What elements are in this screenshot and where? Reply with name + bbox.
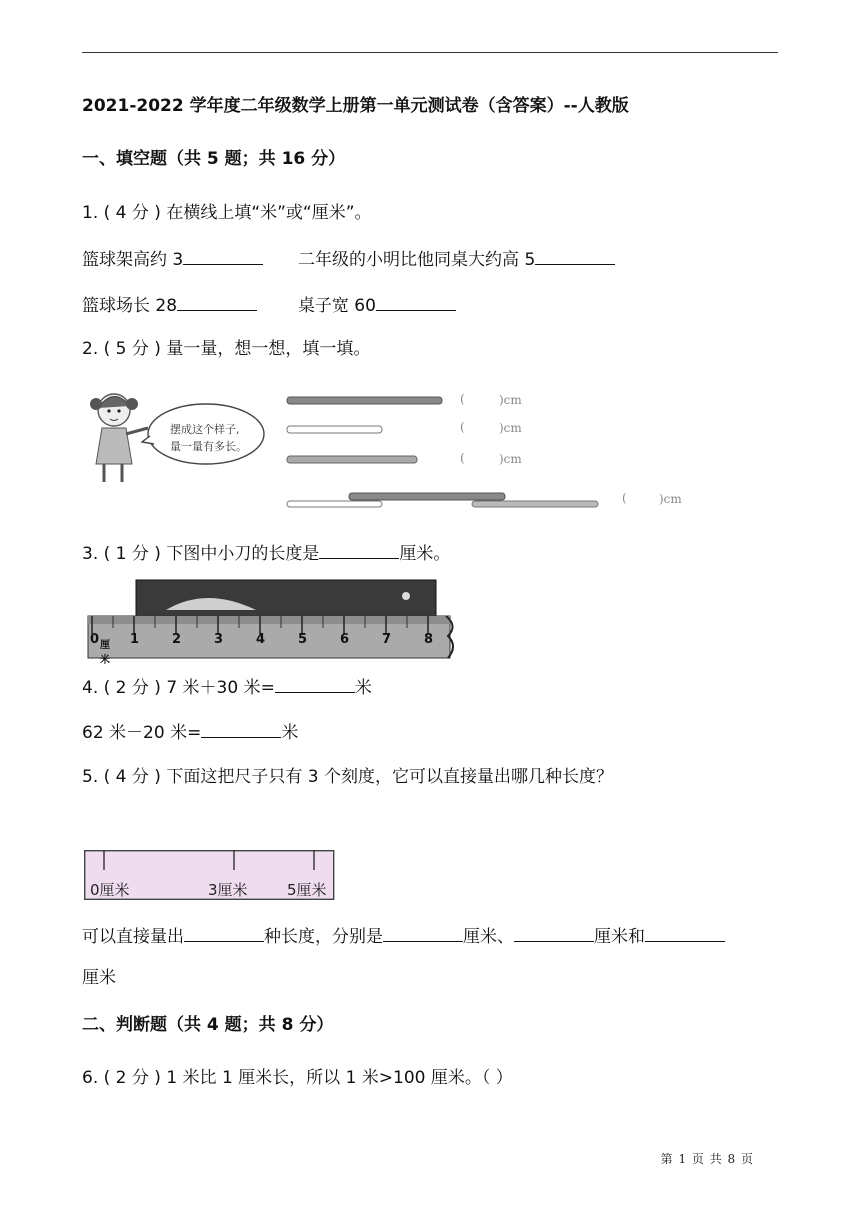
q4-line1-pre: 4. ( 2 分 ) 7 米＋30 米= xyxy=(82,678,275,698)
answer-blank[interactable] xyxy=(184,923,264,942)
q4-line2-pre: 62 米－20 米= xyxy=(82,723,202,743)
q4-line2-post: 米 xyxy=(281,723,299,743)
answer-blank[interactable] xyxy=(514,923,594,942)
straws-diagram xyxy=(284,392,604,512)
ruler-label-0: 0厘米 xyxy=(90,881,130,899)
ruler-tick-3: 3 xyxy=(214,632,224,647)
q3-stem-post: 厘米。 xyxy=(399,544,451,564)
ruler-tick-0: 0 xyxy=(90,632,100,647)
q1-row1 xyxy=(82,246,615,272)
q6-stem: 6. ( 2 分 ) 1 米比 1 厘米长，所以 1 米>100 厘米。（ ） xyxy=(82,1068,513,1088)
answer-blank[interactable] xyxy=(183,246,263,265)
answer-blank[interactable] xyxy=(376,292,456,311)
q1-row2b-text: 桌子宽 60 xyxy=(297,296,376,316)
cm-label: )cm xyxy=(659,492,682,506)
q3-stem xyxy=(82,540,450,566)
q1-stem: 1. ( 4 分 ) 在横线上填“米”或“厘米”。 xyxy=(82,203,372,223)
ruler-tick-4: 4 xyxy=(256,632,266,647)
answer-blank[interactable] xyxy=(177,292,257,311)
answer-blank[interactable] xyxy=(201,719,281,738)
paren-open: ( xyxy=(460,451,465,465)
ruler-tick-7: 7 xyxy=(382,632,392,647)
q5-answer-line xyxy=(82,923,725,949)
q5-ans-e: 厘米 xyxy=(82,968,116,988)
page-footer: 第 1 页 共 8 页 xyxy=(660,1152,754,1166)
answer-blank[interactable] xyxy=(645,923,725,942)
answer-blank[interactable] xyxy=(383,923,463,942)
section2-heading: 二、判断题（共 4 题；共 8 分） xyxy=(82,1015,334,1035)
q5-ans-a: 可以直接量出 xyxy=(82,927,184,947)
q5-ans-b: 种长度，分别是 xyxy=(264,927,383,947)
cm-label: )cm xyxy=(499,452,522,466)
q3-stem-pre: 3. ( 1 分 ) 下图中小刀的长度是 xyxy=(82,544,320,564)
q1-row1a-text: 篮球架高约 3 xyxy=(82,250,184,270)
header-rule xyxy=(82,52,778,53)
bubble-line-2: 量一量有多长。 xyxy=(170,440,247,453)
paren-open: ( xyxy=(460,392,465,406)
ruler-tick-8: 8 xyxy=(424,632,434,647)
cm-label: )cm xyxy=(499,393,522,407)
q4-line2 xyxy=(82,719,298,745)
q4-line1 xyxy=(82,674,372,700)
knife-ruler-image xyxy=(86,576,460,660)
ruler-label-5: 5厘米 xyxy=(287,881,327,899)
answer-blank[interactable] xyxy=(535,246,615,265)
q1-row2 xyxy=(82,292,456,318)
ruler-unit: 厘米 xyxy=(100,640,110,666)
paren-open: ( xyxy=(622,491,627,505)
ruler-label-3: 3厘米 xyxy=(208,881,248,899)
q5-ans-d: 厘米和 xyxy=(594,927,645,947)
q5-stem: 5. ( 4 分 ) 下面这把尺子只有 3 个刻度，它可以直接量出哪几种长度？ xyxy=(82,767,613,787)
q4-line1-post: 米 xyxy=(354,678,372,698)
page-title: 2021-2022 学年度二年级数学上册第一单元测试卷（含答案）--人教版 xyxy=(82,96,629,116)
q5-ans-c: 厘米、 xyxy=(463,927,514,947)
bubble-line-1: 摆成这个样子, xyxy=(170,423,240,436)
answer-blank[interactable] xyxy=(319,540,399,559)
q1-row2a-text: 篮球场长 28 xyxy=(82,296,178,316)
cm-label: )cm xyxy=(499,421,522,435)
q1-row1b-text: 二年级的小明比他同桌大约高 5 xyxy=(298,250,536,270)
ruler-tick-1: 1 xyxy=(130,632,140,647)
answer-blank[interactable] xyxy=(275,674,355,693)
section1-heading: 一、填空题（共 5 题；共 16 分） xyxy=(82,149,346,169)
ruler-tick-2: 2 xyxy=(172,632,182,647)
paren-open: ( xyxy=(460,420,465,434)
ruler-tick-5: 5 xyxy=(298,632,308,647)
q2-stem: 2. ( 5 分 ) 量一量，想一想，填一填。 xyxy=(82,339,371,359)
ruler-tick-6: 6 xyxy=(340,632,350,647)
